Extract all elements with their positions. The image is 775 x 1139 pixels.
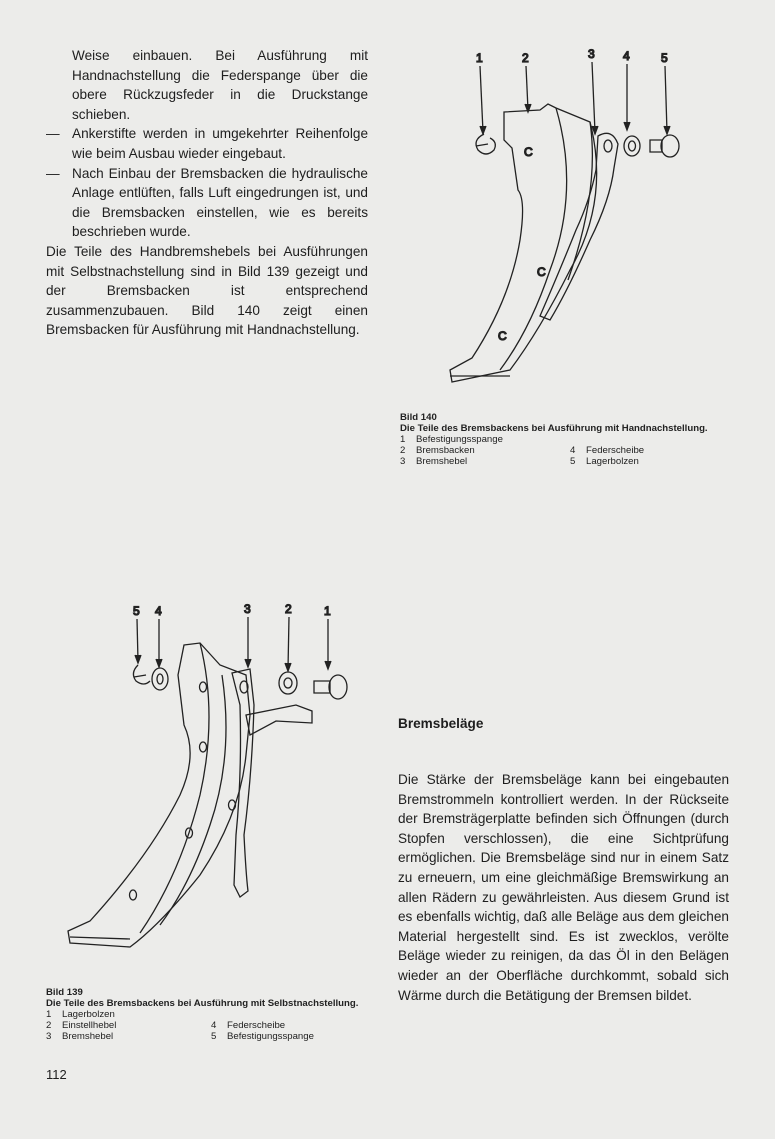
page-number: 112 [46,1067,67,1082]
callout-5: 5 [661,51,668,65]
legend-item: 1 Befestigungsspange [400,434,503,445]
figure-139-illustration [50,595,360,955]
shoe-holes [498,145,546,343]
callout-2: 2 [285,602,292,616]
callout-arrows [135,617,331,671]
dash-marker: — [46,126,60,142]
figure-140-label: Bild 140 [400,412,437,423]
legend-item: 2 Bremsbacken [400,445,475,456]
body-paragraph: Die Teile des Handbremshebels bei Ausführungen mit Selbstnachstellung sind in Bild 139 gezeigt und der Bremsbacken ist entsprechend zusammenzubauen. Bild 140 zeigt einen Bremsbacken für Ausführung mit Handnachstellung. [46,243,368,338]
callout-1: 1 [324,604,331,618]
bearing-pin-icon [650,135,679,157]
figure-139-legend [46,1009,366,1042]
legend-item: 1 Lagerbolzen [46,1009,115,1020]
callout-4: 4 [623,49,630,63]
left-column [46,46,368,340]
figure-139-label: Bild 139 [46,987,83,998]
callout-3: 3 [244,602,251,616]
callout-2: 2 [522,51,529,65]
callout-3: 3 [588,47,595,61]
legend-item: 3 Bremshebel [400,456,468,467]
section-heading: Bremsbeläge [398,716,484,731]
bearing-pin-icon [314,675,347,699]
legend-item: 3 Bremshebel [46,1031,114,1042]
svg-text:C: C [498,329,507,343]
figure-140-illustration [440,40,700,390]
figure-140-title: Die Teile des Bremsbackens bei Ausführung mit Handnachstellung. [400,423,708,434]
brake-shoe-outline [68,643,250,947]
svg-text:C: C [524,145,533,159]
continuation-paragraph: Weise einbauen. Bei Ausführung mit Handnachstellung die Federspange über die obere Rückzugsfeder in die Druckstange schieben. [72,48,368,122]
callout-5: 5 [133,604,140,618]
brake-lever-outline [540,133,618,320]
legend-item: 5 Lagerbolzen [570,456,639,467]
callout-4: 4 [155,604,162,618]
bullet-item [46,124,368,163]
bullet-item [46,164,368,242]
legend-item: 4 Federscheibe [570,445,645,456]
legend-item: 4 Federscheibe [211,1020,286,1031]
adjuster-lever-icon [246,672,312,735]
dash-marker: — [46,165,60,181]
callout-1: 1 [476,51,483,65]
figure-139-title: Die Teile des Bremsbackens bei Ausführung mit Selbstnachstellung. [46,998,359,1009]
washer-icon [152,668,168,690]
svg-text:C: C [537,265,546,279]
right-column-paragraph: Die Stärke der Bremsbeläge kann bei eingebauten Bremstrommeln kontrolliert werden. In der Rückseite der Bremsträgerplatte befinden sich Öffnungen (durch Stopfen verschlossen), die eine Sichtprüfung ermöglichen. Die Bremsbeläge sind nur in einem Satz zu erneuern, um eine gleichmäßige Bremswirkung an allen Rädern zu gewährleisten. Aus diesem Grund ist es ebenfalls wichtig, daß alle Beläge aus dem gleichen Material hergestellt sind. Es ist zwecklos, verölte Beläge wieder zu reinigen, da das Öl in den Belägen wieder an der Oberfläche durchkommt, sobald sich Wärme durch die Betätigung der Bremsen bildet. [398,772,729,1003]
brake-lever-outline [232,669,254,897]
figure-140-legend [400,434,730,467]
callout-arrows [480,62,670,134]
washer-icon [624,136,640,156]
legend-item: 2 Einstellhebel [46,1020,117,1031]
figure-139-caption [46,987,366,1042]
figure-140-caption [400,412,730,467]
spring-clip-icon [133,665,150,684]
bullet-text: Nach Einbau der Bremsbacken die hydraulische Anlage entlüften, falls Luft eingedrungen ist, und die Bremsbacken einstellen, wie es bereits beschrieben wurde. [72,165,368,240]
spring-clip-icon [476,134,495,154]
legend-item: 5 Befestigungsspange [211,1031,314,1042]
bullet-text: Ankerstifte werden in umgekehrter Reihenfolge wie beim Ausbau wieder eingebaut. [72,126,368,161]
